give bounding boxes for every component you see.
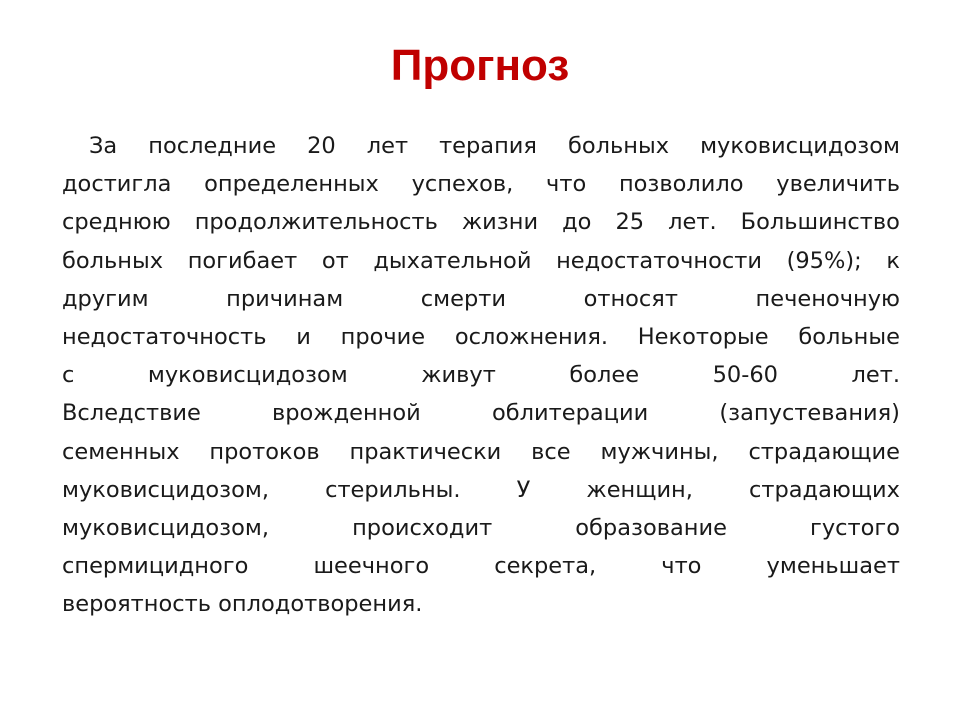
word: что: [546, 171, 587, 198]
word: женщин,: [586, 476, 693, 503]
word: муковисцидозом,: [62, 515, 270, 542]
word: происходит: [352, 515, 493, 542]
paragraph-line-12: [62, 547, 900, 585]
word: осложнения.: [454, 324, 609, 351]
word: страдающих: [749, 476, 900, 503]
word: лет.: [851, 362, 900, 389]
word: облитерации: [491, 400, 649, 427]
word: живут: [421, 362, 496, 389]
paragraph-line-10: [62, 471, 900, 509]
word: образование: [575, 515, 727, 542]
word: секрета,: [494, 553, 597, 580]
paragraph-line-7: [62, 356, 900, 394]
word: увеличить: [776, 171, 900, 198]
word: уменьшает: [766, 553, 900, 580]
paragraph-line-9: [62, 433, 900, 471]
word: Вследствие: [62, 400, 201, 427]
word: с: [62, 362, 75, 389]
paragraph-line-6: [62, 318, 900, 356]
word: дыхательной: [373, 247, 532, 274]
word: к: [886, 247, 900, 274]
word: недостаточности: [556, 247, 762, 274]
word: лет: [366, 133, 409, 159]
word: успехов,: [411, 171, 514, 198]
word: определенных: [204, 171, 379, 198]
word: За: [89, 133, 118, 159]
word: жизни: [461, 209, 539, 236]
word: 20: [307, 133, 336, 159]
word: до: [562, 209, 592, 236]
word: муковисцидозом: [147, 362, 348, 389]
word: причинам: [226, 285, 344, 312]
paragraph-line-1: [62, 127, 900, 165]
word: погибает: [187, 247, 298, 274]
word: муковисцидозом: [700, 133, 900, 159]
word: продолжительность: [194, 209, 438, 236]
word: последние: [148, 133, 277, 159]
paragraph-line-5: [62, 280, 900, 318]
word: лет.: [668, 209, 717, 236]
word: от: [321, 247, 349, 274]
word: больных: [567, 133, 670, 159]
word: смерти: [420, 285, 506, 312]
word: семенных: [62, 438, 180, 465]
word: печеночную: [755, 285, 900, 312]
word: муковисцидозом,: [62, 476, 270, 503]
word: 25: [615, 209, 645, 236]
word: недостаточность: [62, 324, 267, 351]
paragraph-line-2: [62, 165, 900, 203]
word: достигла: [62, 171, 172, 198]
word: вероятность оплодотворения.: [62, 591, 423, 618]
word: относят: [583, 285, 678, 312]
word: больные: [798, 324, 900, 351]
word: больных: [62, 247, 164, 274]
body-paragraph: [62, 127, 900, 624]
word: Большинство: [740, 209, 900, 236]
paragraph-line-11: [62, 509, 900, 547]
paragraph-line-3: [62, 203, 900, 241]
word: (запустевания): [719, 400, 900, 427]
word: стерильны.: [325, 476, 461, 503]
word: спермицидного: [62, 553, 249, 580]
word: позволило: [618, 171, 744, 198]
word: более: [569, 362, 640, 389]
word: прочие: [340, 324, 426, 351]
word: среднюю: [62, 209, 171, 236]
word: Некоторые: [637, 324, 769, 351]
word: терапия: [439, 133, 537, 159]
word: шеечного: [313, 553, 430, 580]
word: врожденной: [271, 400, 421, 427]
word: густого: [810, 515, 900, 542]
slide-title: Прогноз: [390, 41, 570, 90]
word: У: [516, 476, 531, 503]
word: страдающие: [748, 438, 900, 465]
word: все: [531, 438, 571, 465]
word: (95%);: [786, 247, 862, 274]
word: и: [296, 324, 311, 351]
word: что: [661, 553, 702, 580]
paragraph-line-13: [62, 585, 900, 623]
paragraph-line-8: [62, 394, 900, 432]
word: другим: [62, 285, 149, 312]
word: практически: [349, 438, 502, 465]
word: мужчины,: [600, 438, 719, 465]
paragraph-line-4: [62, 242, 900, 280]
word: протоков: [209, 438, 320, 465]
word: 50-60: [712, 362, 778, 389]
